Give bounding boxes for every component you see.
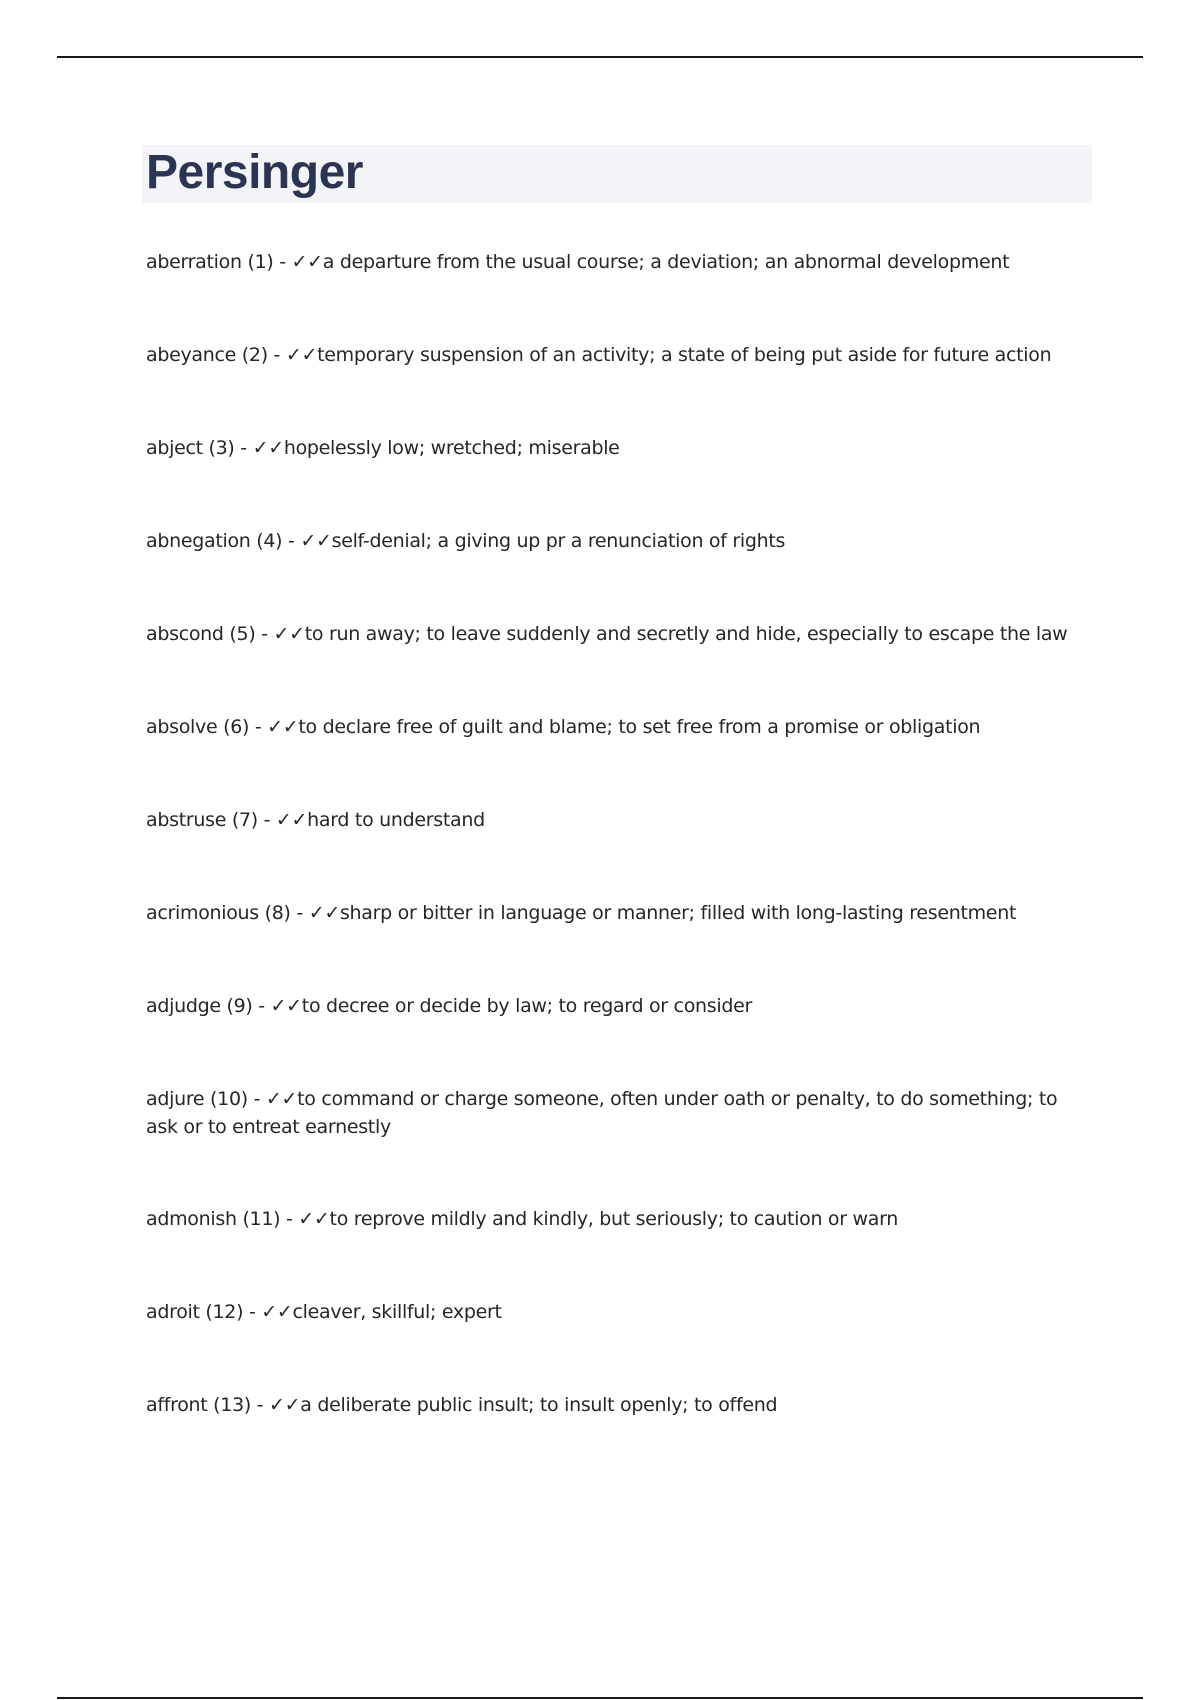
list-item: absolve (6) - ✓✓to declare free of guilt and blame; to set free from a promise or obligation	[146, 716, 981, 738]
definition: to run away; to leave suddenly and secretly and hide, especially to escape the law	[304, 623, 1068, 645]
definition: cleaver, skillful; expert	[292, 1301, 502, 1323]
definition: to command or charge someone, often under oath or penalty, to do something; to ask or to entreat earnestly	[146, 1088, 1058, 1138]
list-item: abeyance (2) - ✓✓temporary suspension of an activity; a state of being put aside for future action	[146, 344, 1052, 366]
checkmark-icon: ✓✓	[285, 344, 318, 366]
definition: hopelessly low; wretched; miserable	[283, 437, 620, 459]
checkmark-icon: ✓✓	[267, 716, 299, 738]
list-item: abject (3) - ✓✓hopelessly low; wretched; miserable	[146, 437, 620, 459]
checkmark-icon: ✓✓	[291, 251, 323, 273]
term: abstruse (7)	[146, 809, 258, 831]
checkmark-icon: ✓✓	[300, 530, 332, 552]
top-rule	[57, 56, 1143, 58]
term: adroit (12)	[146, 1301, 244, 1323]
definition: hard to understand	[307, 809, 485, 831]
term: adjudge (9)	[146, 995, 253, 1017]
list-item: admonish (11) - ✓✓to reprove mildly and kindly, but seriously; to caution or warn	[146, 1208, 899, 1230]
list-item: adroit (12) - ✓✓cleaver, skillful; expert	[146, 1301, 502, 1323]
definition: a deliberate public insult; to insult openly; to offend	[300, 1394, 778, 1416]
term: affront (13)	[146, 1394, 251, 1416]
checkmark-icon: ✓✓	[265, 1088, 298, 1110]
checkmark-icon: ✓✓	[298, 1208, 330, 1230]
term: adjure (10)	[146, 1088, 248, 1110]
definition: sharp or bitter in language or manner; filled with long-lasting resentment	[339, 902, 1017, 924]
checkmark-icon: ✓✓	[275, 809, 308, 831]
checkmark-icon: ✓✓	[270, 995, 302, 1017]
checkmark-icon: ✓✓	[261, 1301, 293, 1323]
term: abscond (5)	[146, 623, 256, 645]
page-title: Persinger	[146, 146, 363, 199]
list-item: abscond (5) - ✓✓to run away; to leave suddenly and secretly and hide, especially to escape the law	[146, 623, 1068, 645]
term: aberration (1)	[146, 251, 274, 273]
term: abject (3)	[146, 437, 235, 459]
term: admonish (11)	[146, 1208, 281, 1230]
definition: temporary suspension of an activity; a state of being put aside for future action	[317, 344, 1052, 366]
checkmark-icon: ✓✓	[252, 437, 284, 459]
bottom-rule	[57, 1697, 1143, 1699]
list-item: aberration (1) - ✓✓a departure from the usual course; a deviation; an abnormal development	[146, 251, 1010, 273]
list-item: abstruse (7) - ✓✓hard to understand	[146, 809, 485, 831]
list-item: abnegation (4) - ✓✓self-denial; a giving up pr a renunciation of rights	[146, 530, 786, 552]
list-item: adjure (10) - ✓✓to command or charge someone, often under oath or penalty, to do something; to ask or to entreat earnestly	[146, 1088, 1058, 1138]
list-item: adjudge (9) - ✓✓to decree or decide by law; to regard or consider	[146, 995, 753, 1017]
term: acrimonious (8)	[146, 902, 291, 924]
list-item: affront (13) - ✓✓a deliberate public insult; to insult openly; to offend	[146, 1394, 778, 1416]
glossary-list	[146, 248, 1086, 1484]
checkmark-icon: ✓✓	[273, 623, 305, 645]
checkmark-icon: ✓✓	[308, 902, 340, 924]
definition: a departure from the usual course; a deviation; an abnormal development	[322, 251, 1010, 273]
term: absolve (6)	[146, 716, 250, 738]
definition: to reprove mildly and kindly, but seriously; to caution or warn	[329, 1208, 899, 1230]
definition: to declare free of guilt and blame; to set free from a promise or obligation	[298, 716, 981, 738]
definition: to decree or decide by law; to regard or consider	[301, 995, 753, 1017]
definition: self-denial; a giving up pr a renunciation of rights	[331, 530, 786, 552]
list-item: acrimonious (8) - ✓✓sharp or bitter in language or manner; filled with long-lasting resentment	[146, 902, 1017, 924]
term: abeyance (2)	[146, 344, 268, 366]
checkmark-icon: ✓✓	[269, 1394, 301, 1416]
term: abnegation (4)	[146, 530, 283, 552]
